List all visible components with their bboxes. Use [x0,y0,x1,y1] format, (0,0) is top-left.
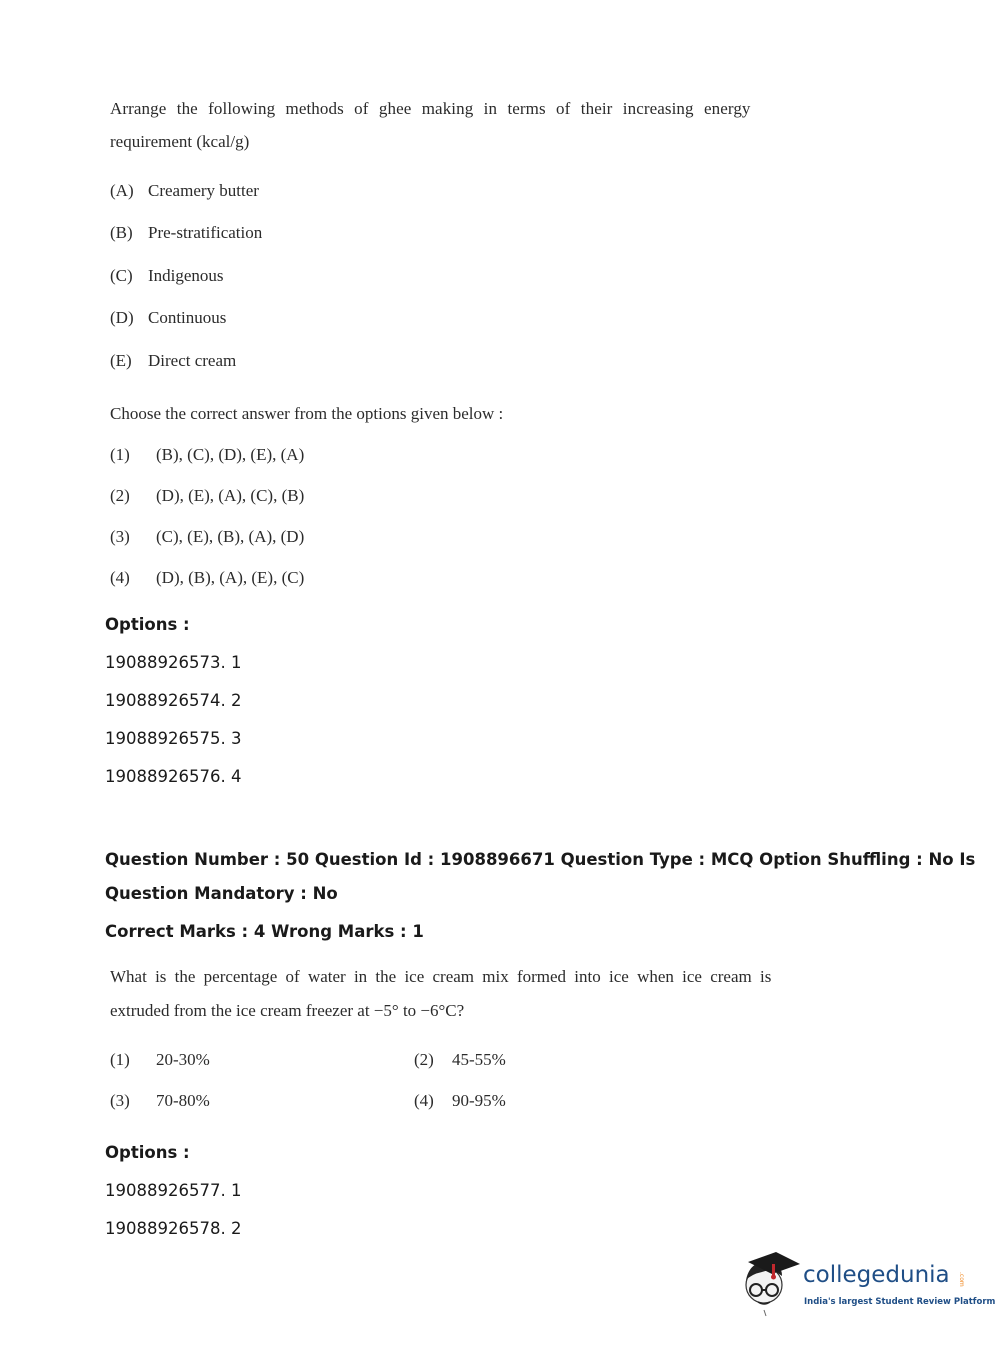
q49-option-id: 19088926576. 4 [105,767,242,786]
q49-choice: (1) (B), (C), (D), (E), (A) [110,445,305,464]
q50-option-id: 19088926577. 1 [105,1181,242,1200]
q49-instruction: Choose the correct answer from the options given below : [110,404,504,423]
q49-choice: (2) (D), (E), (A), (C), (B) [110,486,305,505]
brand-tagline: India's largest Student Review Platform [804,1297,996,1307]
q49-item: (A) Creamery butter [110,181,259,200]
q50-options-heading: Options : [105,1143,190,1162]
q50-choice: (3) 70-80% [110,1091,210,1110]
q50-stem-line1: What is the percentage of water in the ice cream mix formed into ice when ice cream is [110,967,772,986]
q49-item: (E) Direct cream [110,351,237,370]
q49-item: (D) Continuous [110,308,227,327]
q49-stem-line2: requirement (kcal/g) [110,132,250,151]
q49-item: (C) Indigenous [110,266,224,285]
q50-choice: (1) 20-30% [110,1050,210,1069]
q49-item: (B) Pre-stratification [110,223,263,242]
q49-choice: (4) (D), (B), (A), (E), (C) [110,568,305,587]
brand-name: collegedunia [803,1262,950,1288]
q49-option-id: 19088926575. 3 [105,729,242,748]
q50-meta-line2: Question Mandatory : No [105,884,338,903]
q49-choice: (3) (C), (E), (B), (A), (D) [110,527,305,546]
q50-stem-line2: extruded from the ice cream freezer at −5° to −6°C? [110,1001,465,1020]
q50-marks: Correct Marks : 4 Wrong Marks : 1 [105,922,424,941]
q50-meta-line1: Question Number : 50 Question Id : 1908896671 Question Type : MCQ Option Shuffling : No Is [105,850,976,869]
q50-choice: (2) 45-55% [414,1050,506,1069]
q50-choice: (4) 90-95% [414,1091,506,1110]
q49-option-id: 19088926574. 2 [105,691,242,710]
q49-options-heading: Options : [105,615,190,634]
q49-option-id: 19088926573. 1 [105,653,242,672]
q49-stem-line1: Arrange the following methods of ghee making in terms of their increasing energy [110,99,751,118]
q50-option-id: 19088926578. 2 [105,1219,242,1238]
brand-suffix: .com [958,1272,965,1287]
